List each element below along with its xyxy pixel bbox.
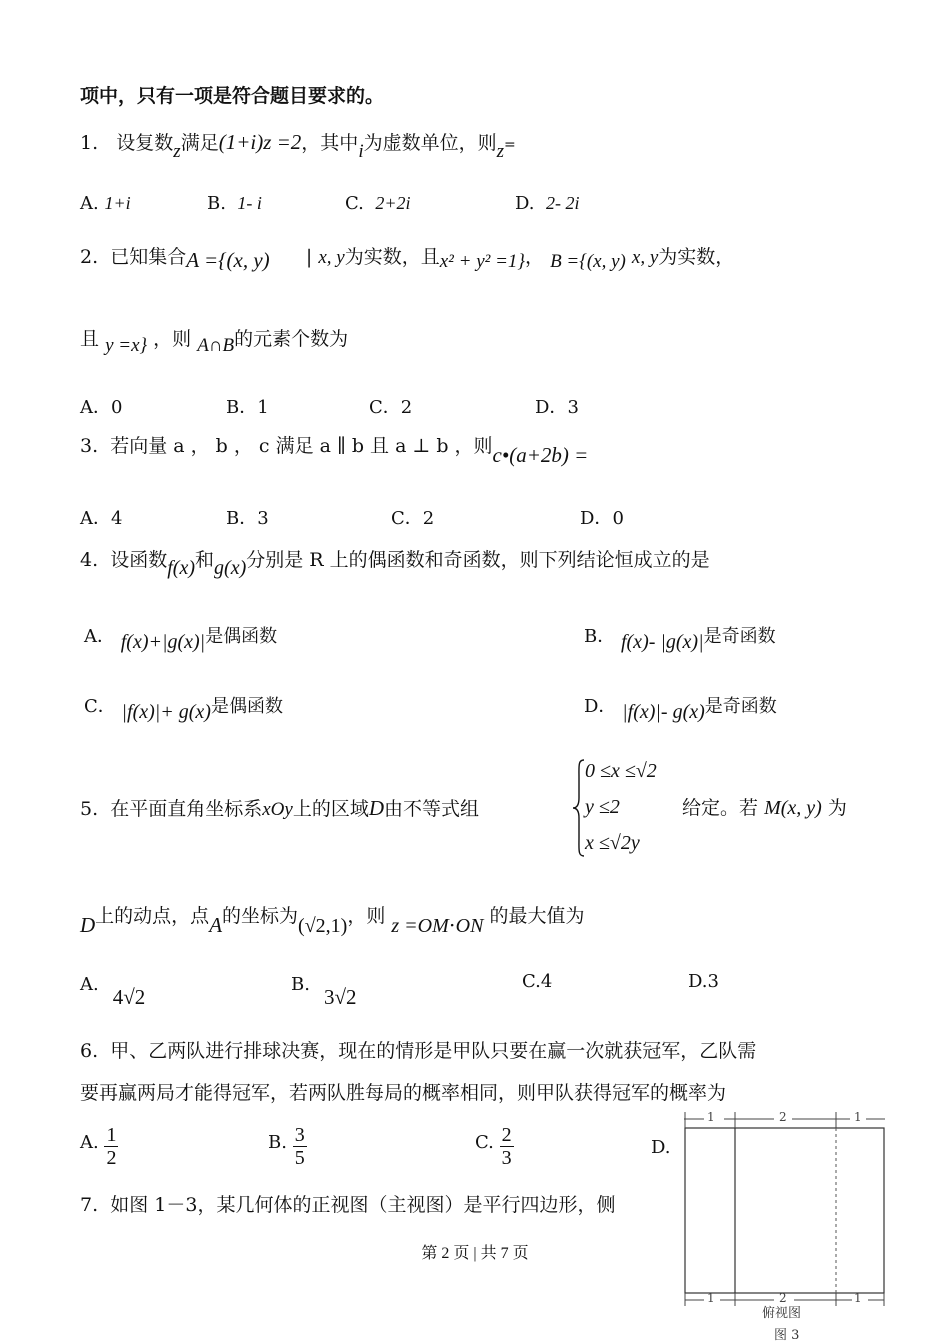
q2-text: 且 (80, 328, 100, 350)
q5-coord: (√2,1) (298, 915, 348, 937)
question-number: 3. (80, 435, 99, 457)
question-number: 5. (80, 798, 99, 820)
question-3 (80, 433, 589, 467)
q4-text: 设函数 (110, 549, 168, 571)
q4-option-b: B． f(x)- |g(x)|是奇函数 (584, 626, 776, 653)
q6-option-d: D. (651, 1137, 671, 1158)
question-number: 4. (80, 549, 99, 571)
q5-xoy: xOy (262, 799, 293, 820)
q5-text: 给定。若 (682, 797, 759, 819)
q3-text: 若向量 a ， b ， c 满足 a ∥ b 且 a ⊥ b ，则 (110, 435, 493, 457)
q5-inequality-1: 0 ≤x ≤√2 (585, 760, 657, 782)
q1-i: i (358, 141, 364, 162)
question-4 (80, 548, 710, 579)
q1-option-a: A. 1+i (80, 193, 131, 214)
q5-text: ，则 (347, 905, 386, 927)
q1-equation: (1+i)z =2 (218, 130, 302, 154)
q5-text: 上的区域 (292, 798, 369, 820)
q3-expression: c•(a+2b) = (492, 443, 589, 467)
page-footer: 第 2 页 | 共 7 页 (421, 1245, 529, 1262)
q3-option-b: B．3 (226, 508, 269, 529)
q2-condition-2: y =x} (105, 335, 148, 356)
question-number: 6. (80, 1040, 99, 1062)
q3-option-c: C．2 (391, 508, 435, 529)
q1-text: ，其中 (301, 132, 359, 154)
q1-z: z (496, 141, 505, 162)
q4-g: g(x) (214, 557, 247, 579)
question-7 (80, 1193, 615, 1217)
q7-text: 如图 1－3，某几何体的正视图（主视图）是平行四边形，侧 (110, 1194, 616, 1216)
q5-option-a: A.4√2 (80, 974, 146, 1009)
q1-text: 设复数 (116, 132, 174, 154)
q6-option-c: C. $\frac{2}{3}$ (475, 1124, 512, 1169)
q5-inequality-3: x ≤√2y (585, 832, 640, 854)
q2-xy: x, y (318, 247, 345, 268)
question-2-line-2 (80, 327, 349, 356)
q5-m: M(x, y) (764, 797, 822, 819)
q2-option-b: B．1 (226, 397, 269, 418)
q2-option-a: A．0 (80, 397, 123, 418)
left-brace-icon (572, 758, 586, 858)
q1-option-b: B. 1- i (207, 193, 262, 214)
q2-text: 已知集合 (110, 246, 187, 268)
q5-text: 由不等式组 (384, 798, 480, 820)
q2-condition: x² + y² =1} (439, 251, 525, 272)
q2-comma: ， (525, 246, 545, 268)
q2-intersection: A∩B (197, 335, 235, 356)
q1-text: 满足 (180, 132, 219, 154)
q2-bar: | (305, 246, 313, 268)
q5-inequality-2: y ≤2 (585, 796, 620, 818)
q1-option-d: D. 2- 2i (515, 193, 580, 214)
q1-z: z (173, 141, 181, 162)
dim-label-top-1: 1 (707, 1110, 715, 1124)
q2-option-d: D．3 (535, 397, 579, 418)
dim-label-bottom-1: 1 (707, 1291, 715, 1305)
q6-text: 甲、乙两队进行排球决赛，现在的情形是甲队只要在赢一次就获冠军，乙队需 (110, 1040, 757, 1062)
q4-option-d: D． |f(x)|- g(x)是奇函数 (584, 696, 777, 723)
question-number: 7. (80, 1194, 99, 1216)
q6-option-a: A. $\frac{1}{2}$ (80, 1124, 117, 1169)
q5-d: D (80, 913, 96, 937)
question-number: 2. (80, 246, 99, 268)
question-number: 1. (80, 132, 99, 154)
q2-text: ，则 (153, 328, 192, 350)
q1-eq-sign: = (504, 137, 516, 153)
q6-option-b: B. $\frac{3}{5}$ (268, 1124, 305, 1169)
q5-option-c: C.4 (522, 971, 553, 992)
q5-d: D (368, 796, 385, 820)
q5-text: 的坐标为 (222, 905, 299, 927)
q2-xy: x, y (631, 247, 659, 268)
q5-a: A (209, 913, 223, 937)
q4-option-c: C． |f(x)|+ g(x)是偶函数 (84, 696, 283, 723)
q3-option-a: A．4 (80, 508, 123, 529)
figure-label: 图 3 (774, 1328, 800, 1343)
q5-z-expression: z =OM⋅ON (391, 915, 484, 937)
dim-label-top-2: 2 (779, 1110, 787, 1124)
q4-text: 和 (195, 549, 215, 571)
q4-option-a: A． f(x)+|g(x)|是偶函数 (84, 626, 278, 653)
question-1 (80, 130, 516, 162)
top-view-figure (682, 1110, 887, 1342)
q2-text: 的元素个数为 (234, 328, 349, 350)
q5-text: 的最大值为 (489, 905, 585, 927)
question-2-line-1 (80, 244, 734, 270)
question-6-line-1 (80, 1039, 756, 1063)
q5-text: 上的动点，点 (95, 905, 210, 927)
q5-option-b: B.3√2 (291, 974, 357, 1009)
q4-f: f(x) (167, 557, 196, 579)
figure-caption: 俯视图 (762, 1306, 802, 1321)
question-5-line-1b (682, 796, 847, 820)
question-6-line-2: 要再赢两局才能得冠军，若两队胜每局的概率相同，则甲队获得冠军的概率为 (80, 1082, 727, 1104)
q2-text: 为实数， (658, 246, 735, 268)
q5-option-d: D.3 (688, 971, 719, 992)
q3-option-d: D．0 (580, 508, 624, 529)
dim-label-top-3: 1 (854, 1110, 862, 1124)
q4-text: 分别是 R 上的偶函数和奇函数，则下列结论恒成立的是 (246, 549, 710, 571)
dim-label-bottom-3: 1 (854, 1291, 862, 1305)
q2-set-b: B ={(x, y) (550, 251, 626, 272)
q1-option-c: C. 2+2i (345, 193, 411, 214)
dim-label-bottom-2: 2 (779, 1291, 787, 1305)
question-5-line-1 (80, 796, 479, 822)
q2-text: 为实数，且 (344, 246, 440, 268)
question-5-line-2 (80, 903, 585, 937)
section-heading: 项中，只有一项是符合题目要求的。 (80, 85, 385, 107)
q5-text: 在平面直角坐标系 (110, 798, 263, 820)
q2-set-a: A ={(x, y) (186, 248, 270, 272)
q5-text: 为 (827, 797, 847, 819)
q1-text: 为虚数单位，则 (363, 132, 497, 154)
q2-option-c: C．2 (369, 397, 413, 418)
